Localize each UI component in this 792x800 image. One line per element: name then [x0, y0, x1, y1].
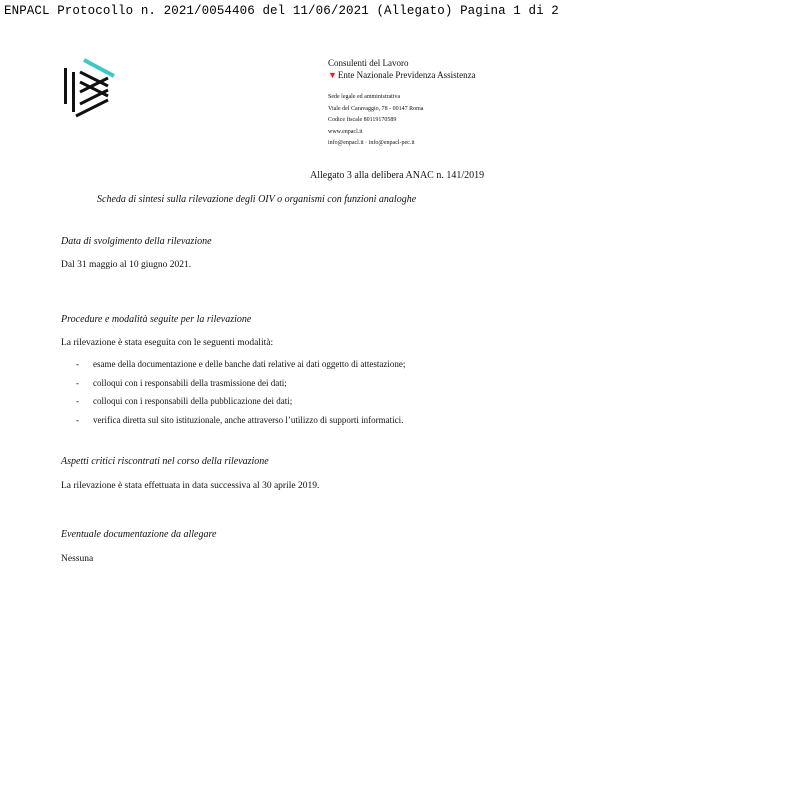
organization-name: [328, 57, 476, 81]
section-text-aspetti: La rilevazione è stata effettuata in data successiva al 30 aprile 2019.: [61, 481, 320, 491]
list-item-text: esame della documentazione e delle banche dati relative ai dati oggetto di attestazione;: [93, 359, 406, 369]
bullet-dash: -: [76, 414, 79, 425]
list-item: [61, 355, 405, 374]
protocol-header: ENPACL Protocollo n. 2021/0054406 del 11/06/2021 (Allegato) Pagina 1 di 2: [4, 4, 559, 18]
section-title-data: Data di svolgimento della rilevazione: [61, 236, 212, 247]
org-line-2: [328, 69, 476, 81]
list-item: [61, 392, 405, 411]
org-line-2-text: Ente Nazionale Previdenza Assistenza: [337, 70, 476, 80]
contact-line: Viale del Caravaggio, 78 - 00147 Roma: [328, 105, 424, 112]
section-text-data: Dal 31 maggio al 10 giugno 2021.: [61, 260, 192, 270]
org-line-1: Consulenti del Lavoro: [328, 58, 409, 68]
section-title-aspetti: Aspetti critici riscontrati nel corso della rilevazione: [61, 456, 269, 467]
list-item: [61, 411, 405, 430]
red-triangle-icon: ▼: [328, 70, 337, 80]
bullet-dash: -: [76, 377, 79, 388]
procedure-list: [61, 355, 405, 429]
section-title-documentazione: Eventuale documentazione da allegare: [61, 529, 217, 540]
list-item-text: verifica diretta sul sito istituzionale, anche attraverso l’utilizzo di supporti informatici.: [93, 414, 404, 425]
letterhead-contacts: [328, 92, 423, 150]
section-intro-procedure: La rilevazione è stata eseguita con le seguenti modalità:: [61, 338, 274, 348]
document-title: Scheda di sintesi sulla rilevazione degli OIV o organismi con funzioni analoghe: [97, 194, 417, 205]
bullet-dash: -: [76, 396, 79, 406]
contact-line: Codice fiscale 80119170589: [328, 117, 397, 123]
email-links[interactable]: info@enpacl.it · info@enpacl-pec.it: [328, 140, 415, 146]
section-text-documentazione: Nessuna: [61, 554, 94, 564]
list-item-text: colloqui con i responsabili della pubblicazione dei dati;: [93, 396, 293, 406]
list-item-text: colloqui con i responsabili della trasmissione dei dati;: [93, 377, 287, 388]
enpacl-logo: [58, 58, 120, 124]
allegato-reference: Allegato 3 alla delibera ANAC n. 141/2019: [310, 170, 485, 181]
contact-line: Sede legale ed amministrativa: [328, 94, 401, 100]
website-link[interactable]: www.enpacl.it: [328, 128, 363, 135]
bullet-dash: -: [76, 359, 79, 369]
list-item: [61, 374, 405, 393]
section-title-procedure: Procedure e modalità seguite per la rilevazione: [61, 314, 252, 325]
